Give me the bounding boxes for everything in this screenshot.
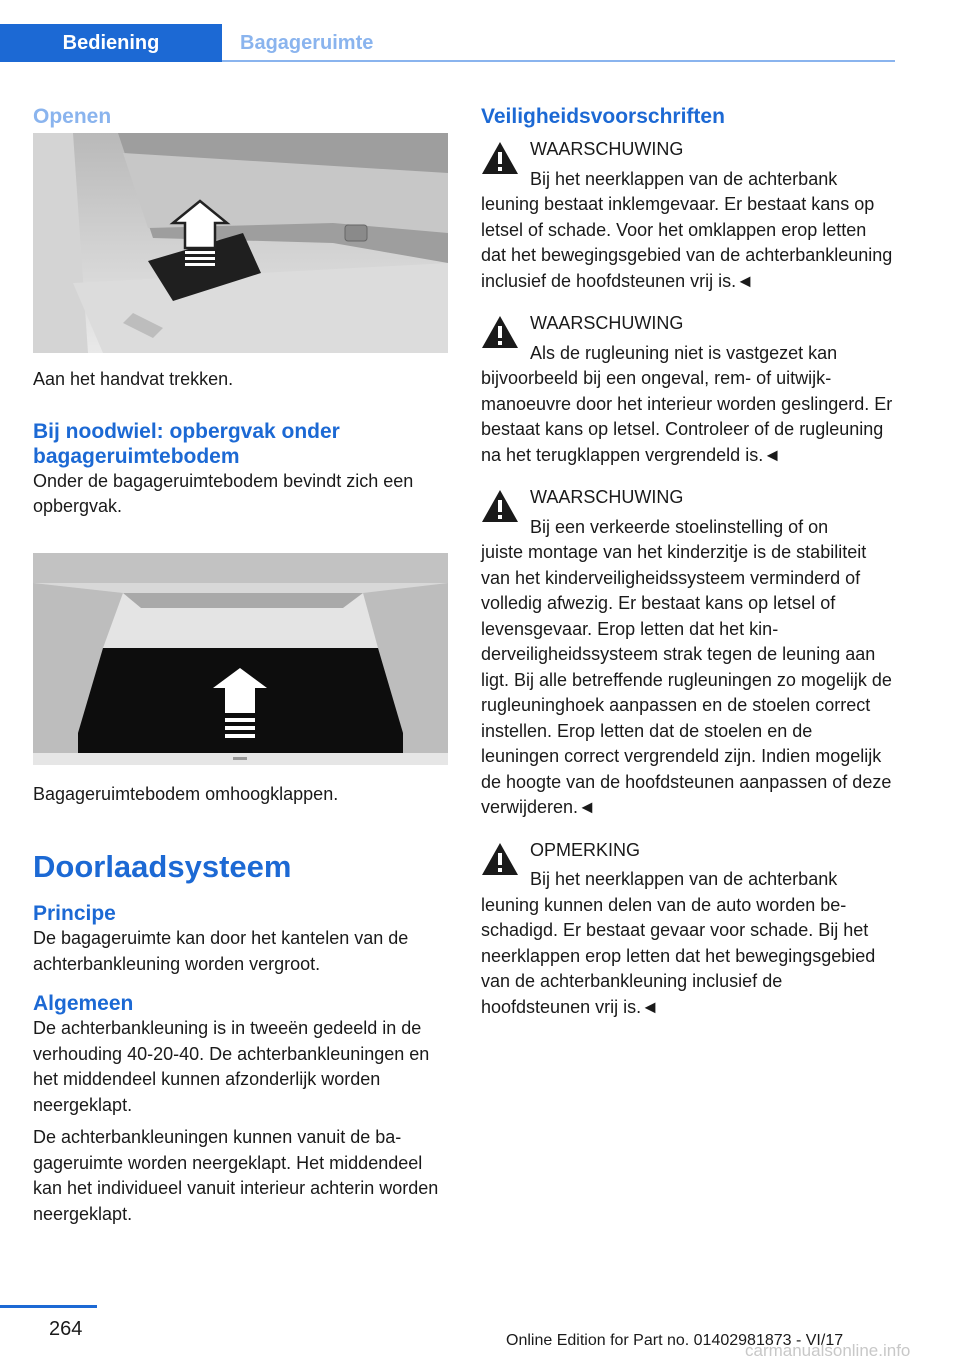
openen-heading: Openen bbox=[33, 105, 112, 128]
section-tab-bediening: Bediening bbox=[0, 24, 222, 62]
notice-body: leuning kunnen delen van de auto worden beschadigd. Er bestaat gevaar voor schade. Bij het neerklappen erop letten dat het bewegingsgebied van de achterbankleuning inclusief de hoofdsteunen vrij is.◄ bbox=[481, 894, 876, 1017]
notice-label: OPMERKING bbox=[530, 839, 641, 860]
warning-body: juiste montage van het kinderzitje is de stabiliteit van het kinderveiligheidssysteem verminderd of volledig afwezig. Er bestaat kans op letsel of levensgevaar. Erop letten dat het kinderveiligheidssysteem strak tegen de leuning aan ligt. Bij alle betreffende rugleuningen zo mogelijk de rugleuninghoek aanpassen en de stoelen correct instellen. Erop letten dat de stoelen en de leuningen correct vergrendeld zijn. Indien mogelijk de hoogte van de hoofdsteunen aanpassen of deze verwijderen.◄ bbox=[481, 542, 892, 817]
edition-note: Online Edition for Part no. 01402981873 - VI/17 bbox=[506, 1332, 844, 1349]
warning-lead: Bij het neerklappen van de achterbank bbox=[530, 168, 838, 189]
warning-triangle-icon bbox=[481, 315, 519, 349]
principe-heading: Principe bbox=[33, 902, 116, 925]
footer-rule bbox=[0, 1305, 97, 1308]
notice-lead: Bij het neerklappen van de achterbank bbox=[530, 869, 838, 889]
warning-label: WAARSCHUWING bbox=[530, 313, 684, 333]
algemeen-text-2: De achterbankleuningen kunnen vanuit de bagageruimte worden neergeklapt. Het middendeel kan het individueel vanuit interieur achterin worden neergeklapt. bbox=[33, 1127, 439, 1224]
page-header bbox=[0, 0, 895, 62]
algemeen-heading: Algemeen bbox=[33, 992, 134, 1015]
noodwiel-text: Onder de bagageruimtebodem bevindt zich een opbergvak. bbox=[33, 470, 414, 516]
warning-triangle-icon bbox=[481, 842, 519, 876]
trunk-floor-figure bbox=[33, 553, 448, 765]
doorlaadsysteem-heading: Doorlaadsysteem bbox=[33, 849, 292, 884]
trunk-handle-figure bbox=[33, 133, 448, 353]
warning-label: WAARSCHUWING bbox=[530, 139, 684, 159]
warning-lead: Bij een verkeerde stoelinstelling of on bbox=[530, 516, 829, 537]
page-number: 264 bbox=[49, 1318, 83, 1340]
figure-caption-handvat: Aan het handvat trekken. bbox=[33, 369, 234, 389]
warning-triangle-icon bbox=[481, 489, 519, 523]
noodwiel-heading: Bij noodwiel: opbergvak onder bagageruimtebodem bbox=[33, 419, 340, 468]
warning-label: WAARSCHUWING bbox=[530, 487, 684, 507]
warning-body: leuning bestaat inklemgevaar. Er bestaat kans op letsel of schade. Voor het omklappen erop letten dat het bewegingsgebied van de achterbankleuning inclusief de hoofdsteunen vrij is.◄ bbox=[481, 194, 893, 291]
warning-block bbox=[481, 311, 895, 468]
figure-caption-omhoogklappen: Bagageruimtebodem omhoogklappen. bbox=[33, 783, 339, 804]
right-column bbox=[481, 96, 895, 1020]
left-column bbox=[33, 96, 448, 1227]
warning-triangle-icon bbox=[481, 141, 519, 175]
notice-block bbox=[481, 838, 895, 1021]
veiligheid-heading: Veiligheidsvoorschriften bbox=[481, 105, 725, 128]
warning-block bbox=[481, 485, 895, 821]
warning-block bbox=[481, 137, 895, 294]
header-rule bbox=[222, 60, 895, 62]
warning-lead: Als de rugleuning niet is vastgezet kan bbox=[530, 342, 838, 363]
watermark: carmanualsonline.info bbox=[745, 1341, 911, 1360]
warning-body: bijvoorbeeld bij een ongeval, rem- of uitwijkmanoeuvre door het interieur worden geslingerd. Er bestaat kans op letsel. Controleer of de rugleuning na het terugklappen vergrendeld is.◄ bbox=[481, 368, 893, 465]
section-tab-bagageruimte: Bagageruimte bbox=[240, 31, 374, 54]
principe-text: De bagageruimte kan door het kantelen van de achterbankleuning worden vergroot. bbox=[33, 928, 409, 974]
algemeen-text-1: De achterbankleuning is in tweeën gedeeld in de verhouding 40-20-40. De achterbankleuningen en het middendeel kunnen afzonderlijk worden neergeklapt. bbox=[33, 1018, 430, 1115]
